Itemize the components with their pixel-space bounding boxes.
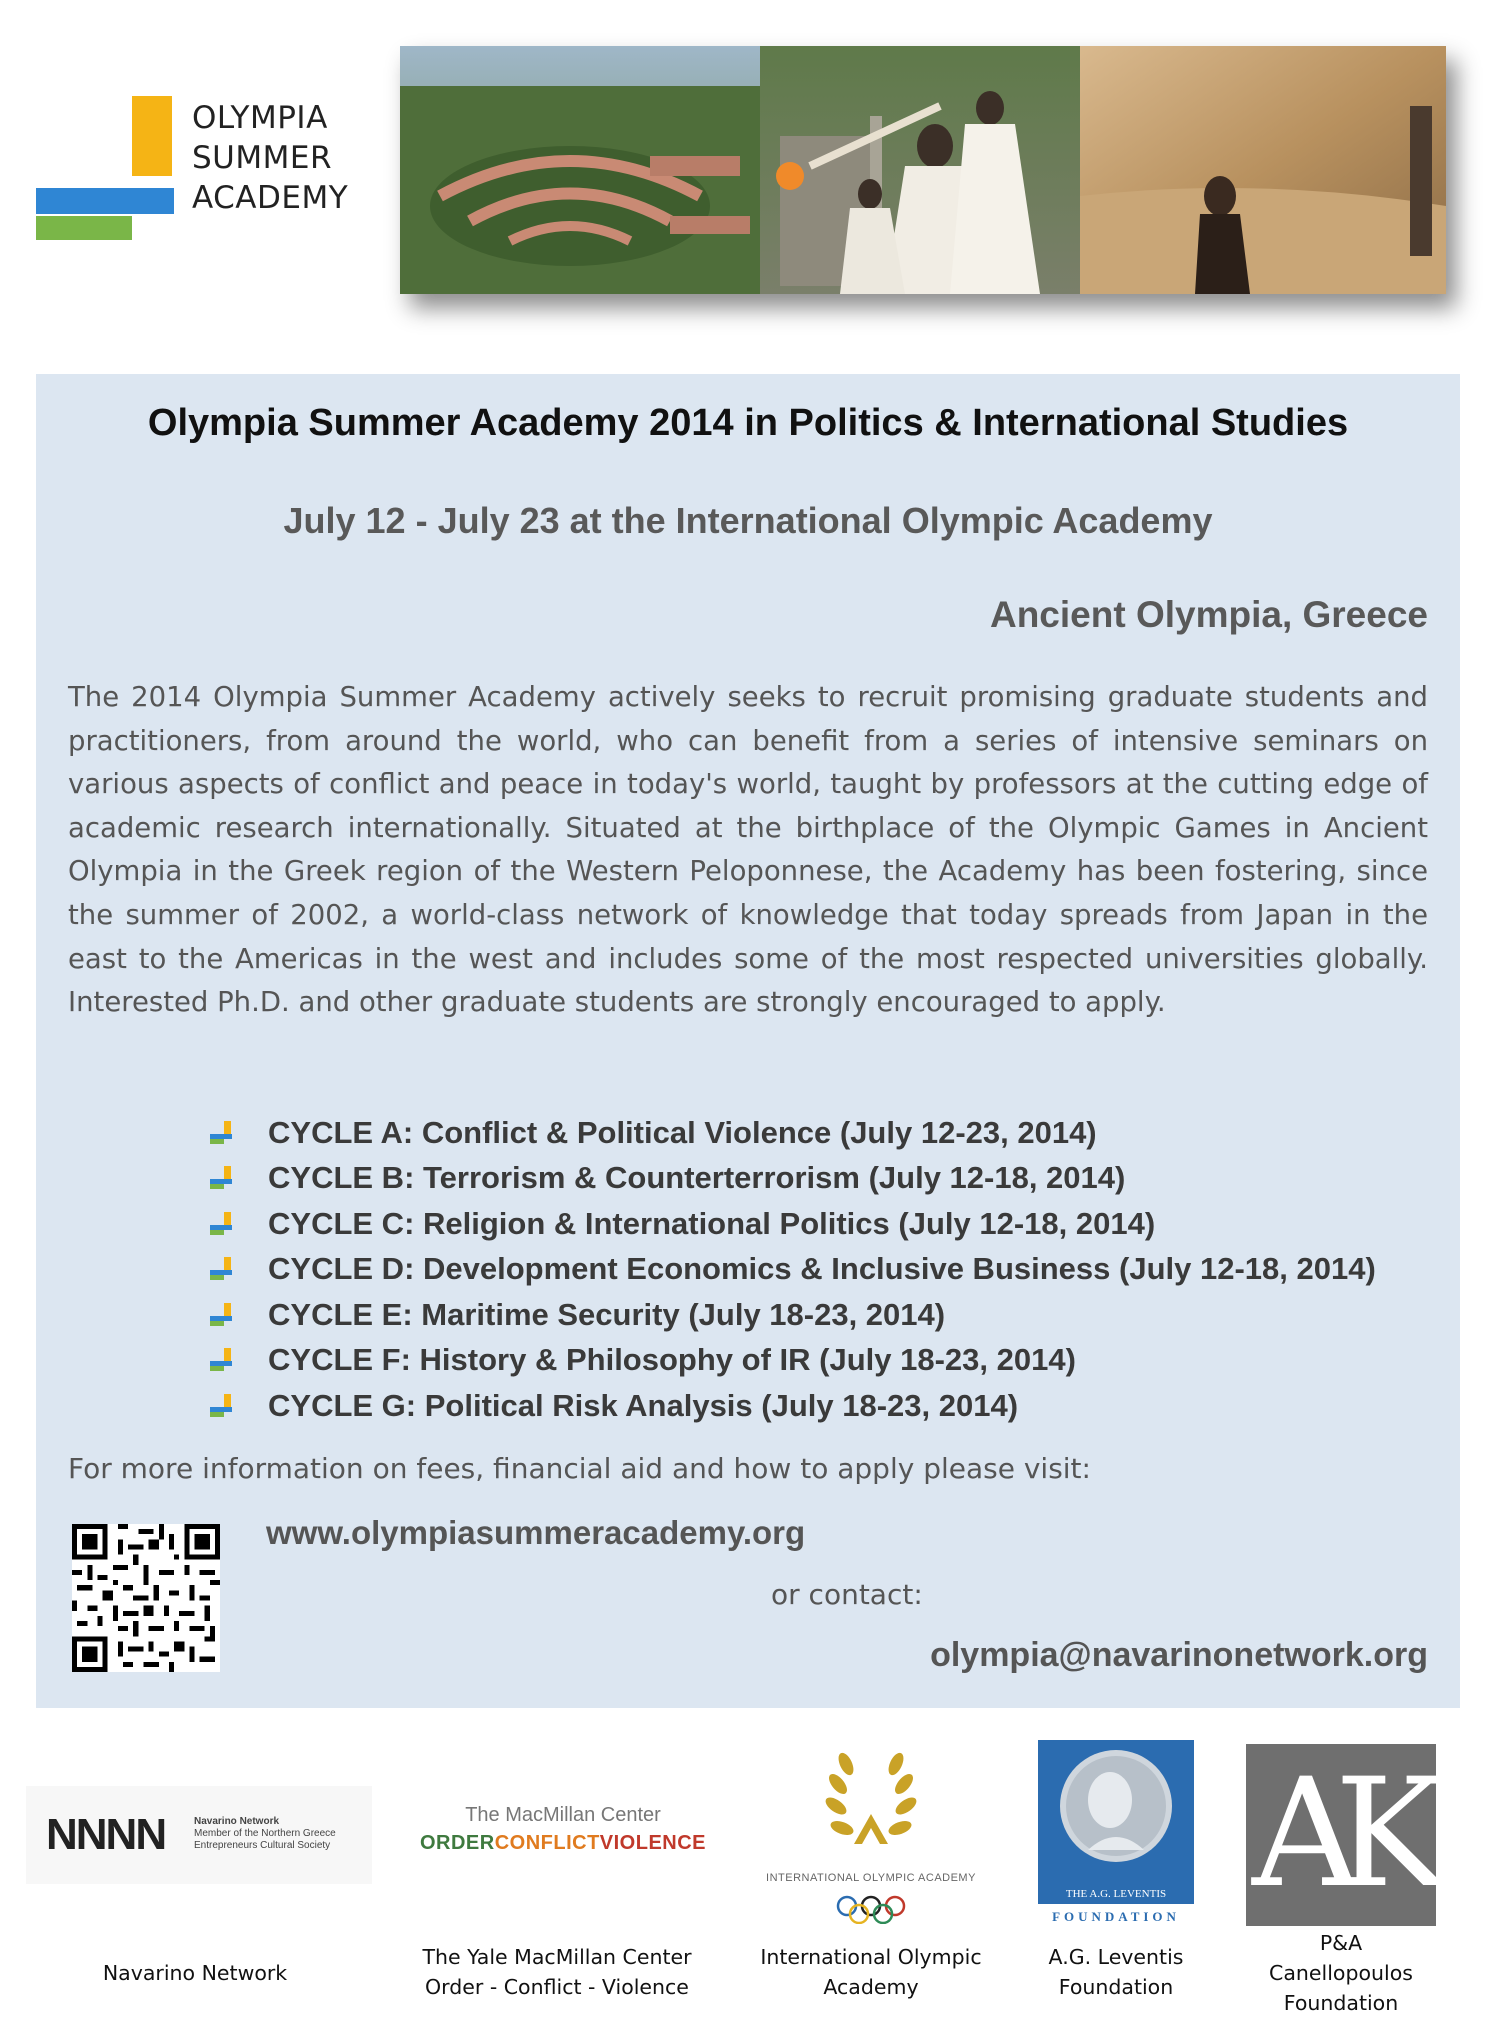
cycle-label: CYCLE C: Religion & International Politics (July 12-18, 2014)	[268, 1205, 1156, 1241]
list-item	[210, 1110, 1376, 1156]
logo-line-2: SUMMER	[192, 140, 332, 176]
event-location: Ancient Olympia, Greece	[989, 594, 1428, 635]
event-dates: July 12 - July 23 at the International Olympic Academy	[283, 500, 1213, 541]
leventis-logo-footer	[1038, 1904, 1194, 1930]
sponsor-name-line: International Olympic	[760, 1945, 982, 1969]
bullet-icon	[210, 1166, 238, 1190]
leventis-logo-line-2: FOUNDATION	[1052, 1909, 1180, 1924]
list-item	[210, 1338, 1376, 1384]
bullet-icon	[210, 1212, 238, 1236]
leventis-foundation-logo	[1038, 1740, 1194, 1930]
list-item	[210, 1247, 1376, 1293]
sponsor-name-canellopoulos	[1226, 1928, 1456, 2018]
info-panel	[36, 374, 1460, 1708]
navarino-caption-line-3: Entrepreneurs Cultural Society	[194, 1840, 331, 1851]
medal-portrait-icon	[1038, 1740, 1194, 1890]
bullet-icon	[210, 1257, 238, 1281]
sponsor-name-line: Foundation	[1058, 1975, 1174, 1999]
sponsor-name-line: Academy	[823, 1975, 919, 1999]
bullet-icon	[210, 1348, 238, 1372]
bullet-icon	[210, 1394, 238, 1418]
logo-yellow-bar	[132, 96, 172, 176]
cycle-label: CYCLE A: Conflict & Political Violence (July 12-23, 2014)	[268, 1114, 1097, 1150]
more-info-text: For more information on fees, financial aid and how to apply please visit:	[68, 1452, 1091, 1485]
cycle-label: CYCLE G: Political Risk Analysis (July 18-23, 2014)	[268, 1387, 1019, 1423]
cycle-label: CYCLE D: Development Economics & Inclusive Business (July 12-18, 2014)	[268, 1251, 1376, 1287]
sponsor-name-leventis	[1006, 1942, 1226, 2002]
bullet-icon	[210, 1303, 238, 1327]
logo-line-3: ACADEMY	[192, 180, 349, 216]
navarino-caption-line-2: Member of the Northern Greece	[194, 1828, 336, 1839]
tagline-violence: VIOLENCE	[599, 1832, 707, 1854]
tagline-order: ORDER	[419, 1832, 495, 1854]
tagline-conflict: CONFLICT	[494, 1832, 600, 1854]
international-olympic-academy-logo	[746, 1744, 996, 1924]
or-contact-text: or contact:	[771, 1578, 923, 1611]
logo-line-1: OLYMPIA	[192, 100, 328, 136]
cycle-label: CYCLE F: History & Philosophy of IR (July 18-23, 2014)	[268, 1342, 1076, 1378]
canellopoulos-foundation-logo	[1246, 1744, 1436, 1926]
sponsor-name-line: Canellopoulos	[1269, 1961, 1413, 1985]
sponsor-name-line: Navarino Network	[102, 1961, 288, 1985]
qr-code[interactable]	[72, 1524, 220, 1672]
academy-description: The 2014 Olympia Summer Academy actively seeks to recruit promising graduate students and practitioners, from around the world, who can benefit from a series of intensive seminars on various aspects of conflict and peace in today's world, taught by professors at the cutting edge of academic research internationally. Situated at the birthplace of the Olympic Games in Ancient Olympia in the Greek region of the Western Peloponnese, the Academy has been fostering, since the summer of 2002, a world-class network of knowledge that today spreads from Japan in the east to the Americas in the west and includes some of the most respected universities globally. Interested Ph.D. and other graduate students are strongly encouraged to apply.	[68, 681, 1428, 1019]
sponsor-name-line: A.G. Leventis	[1048, 1945, 1184, 1969]
macmillan-center-logo	[398, 1784, 728, 1884]
laurel-wreath-icon	[746, 1744, 996, 1924]
logo-blue-bar	[36, 188, 174, 214]
ioa-logo-caption: INTERNATIONAL OLYMPIC ACADEMY	[766, 1872, 976, 1884]
list-item	[210, 1201, 1376, 1247]
website-link[interactable]: www.olympiasummeracademy.org	[266, 1514, 806, 1551]
contact-email-link[interactable]: olympia@navarinonetwork.org	[930, 1636, 1428, 1674]
logo-green-bar	[36, 216, 132, 240]
list-item	[210, 1156, 1376, 1202]
navarino-logo-caption	[194, 1816, 336, 1852]
page-title: Olympia Summer Academy 2014 in Politics & International Studies	[147, 402, 1349, 444]
cycle-list	[210, 1110, 1376, 1429]
sponsor-name-line: Foundation	[1283, 1991, 1399, 2015]
navarino-caption-line-1: Navarino Network	[194, 1816, 280, 1827]
macmillan-logo-tagline	[398, 1832, 728, 1855]
olympia-summer-academy-logo	[36, 96, 376, 246]
header-photo-banner	[400, 46, 1446, 294]
list-item	[210, 1383, 1376, 1429]
cycle-label: CYCLE B: Terrorism & Counterterrorism (July 12-18, 2014)	[268, 1160, 1126, 1196]
logo-wordmark	[192, 98, 348, 218]
macmillan-logo-title: The MacMillan Center	[465, 1804, 661, 1826]
navarino-network-logo	[26, 1786, 372, 1884]
bullet-icon	[210, 1121, 238, 1145]
sponsor-name-line: Order - Conflict - Violence	[425, 1975, 689, 1999]
list-item	[210, 1292, 1376, 1338]
sponsor-name-navarino	[40, 1958, 350, 1988]
sponsor-name-macmillan	[392, 1942, 722, 2002]
sponsor-name-ioa	[736, 1942, 1006, 2002]
sponsor-name-line: The Yale MacMillan Center	[422, 1945, 692, 1969]
navarino-mark: NNNN	[46, 1810, 166, 1859]
cycle-label: CYCLE E: Maritime Security (July 18-23, 2014)	[268, 1296, 946, 1332]
canellopoulos-mark: AK	[1252, 1747, 1421, 1921]
leventis-logo-line-1: THE A.G. LEVENTIS	[1065, 1888, 1167, 1900]
sponsor-name-line: P&A	[1319, 1931, 1363, 1955]
